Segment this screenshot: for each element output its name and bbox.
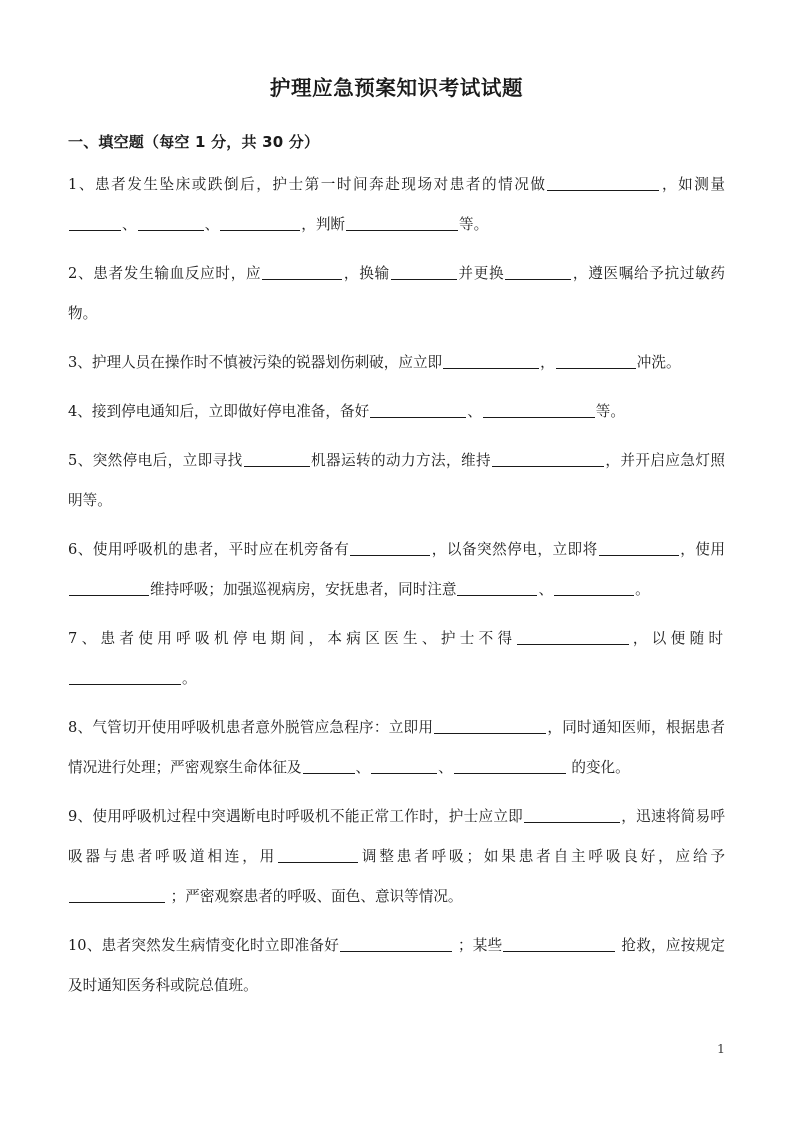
answer-blank[interactable] (370, 403, 466, 419)
answer-blank[interactable] (346, 216, 458, 232)
question-text: ，以便随时 (630, 630, 725, 648)
answer-blank[interactable] (556, 354, 636, 370)
answer-blank[interactable] (303, 759, 355, 775)
question-text: 并更换 (457, 265, 505, 283)
question-text: 、 (438, 759, 453, 777)
section-heading-fill-in-blanks: 一、填空题（每空 1 分，共 30 分） (68, 132, 320, 151)
question-item (68, 521, 725, 610)
question-text: 的变化。 (566, 759, 630, 777)
question-text: 、 (204, 216, 220, 234)
question-number: 10、 (68, 937, 102, 955)
question-text: 机器运转的动力方法，维持 (310, 452, 492, 470)
question-number: 8、 (68, 719, 93, 737)
answer-blank[interactable] (69, 216, 121, 232)
answer-blank[interactable] (69, 670, 181, 686)
question-number: 9、 (68, 808, 93, 826)
question-text: ，如测量 (660, 176, 725, 194)
question-text: 、 (122, 216, 137, 234)
answer-blank[interactable] (391, 265, 457, 281)
question-item (68, 383, 725, 432)
question-text: 等。 (595, 403, 625, 421)
question-item (68, 699, 725, 788)
question-text: 。 (182, 670, 199, 688)
answer-blank[interactable] (457, 581, 537, 597)
question-text: 、 (538, 581, 554, 599)
question-number: 3、 (68, 354, 92, 372)
page-title: 护理应急预案知识考试试题 (269, 76, 524, 100)
document-body (68, 0, 725, 1006)
answer-blank[interactable] (138, 216, 204, 232)
question-text: ，以备突然停电，立即将 (431, 541, 598, 559)
answer-blank[interactable] (220, 216, 300, 232)
question-text: ，迅速将简易呼吸器与患者呼吸道相连，用 (68, 808, 725, 866)
question-text: 患者使用呼吸机停电期间，本病区医生、护士不得 (100, 630, 517, 648)
question-text: ，换输 (343, 265, 390, 283)
question-number: 4、 (68, 403, 92, 421)
question-text: ；某些 (453, 937, 503, 955)
question-item (68, 245, 725, 334)
question-text: 调整患者呼吸；如果患者自主呼吸良好，应给予 (359, 848, 725, 866)
answer-blank[interactable] (443, 354, 539, 370)
question-text: ；严密观察患者的呼吸、面色、意识等情况。 (166, 888, 463, 906)
answer-blank[interactable] (278, 848, 358, 864)
question-number: 5、 (68, 452, 93, 470)
answer-blank[interactable] (69, 581, 149, 597)
question-text: 、 (467, 403, 482, 421)
question-item (68, 432, 725, 521)
question-text: 抢救，应按规定及时通知医务科或院总值班。 (68, 937, 725, 995)
answer-blank[interactable] (547, 176, 659, 192)
question-text: ，判断 (301, 216, 346, 234)
answer-blank[interactable] (483, 403, 595, 419)
answer-blank[interactable] (262, 265, 342, 281)
question-text: ，并开启应急灯照明等。 (68, 452, 725, 510)
answer-blank[interactable] (340, 937, 452, 953)
question-text: 护理人员在操作时不慎被污染的锐器划伤刺破，应立即 (91, 354, 443, 372)
question-item (68, 788, 725, 917)
question-text: 使用呼吸机过程中突遇断电时呼吸机不能正常工作时，护士应立即 (92, 808, 524, 826)
question-number: 6、 (68, 541, 93, 559)
question-item (68, 334, 725, 383)
answer-blank[interactable] (434, 719, 546, 735)
question-text: 接到停电通知后，立即做好停电准备，备好 (91, 403, 370, 421)
answer-blank[interactable] (492, 452, 604, 468)
answer-blank[interactable] (503, 937, 615, 953)
answer-blank[interactable] (505, 265, 571, 281)
answer-blank[interactable] (350, 541, 430, 557)
question-text: ，遵医嘱给予抗过敏药物。 (68, 265, 725, 323)
answer-blank[interactable] (454, 759, 566, 775)
question-text: 冲洗。 (636, 354, 681, 372)
answer-blank[interactable] (244, 452, 310, 468)
question-text: ，使用 (679, 541, 725, 559)
answer-blank[interactable] (371, 759, 437, 775)
question-number: 2、 (68, 265, 94, 283)
question-text: 维持呼吸；加强巡视病房，安抚患者，同时注意 (150, 581, 457, 599)
question-text: 。 (635, 581, 650, 599)
page-number: 1 (717, 1041, 725, 1056)
answer-blank[interactable] (554, 581, 634, 597)
question-text: ， (540, 354, 555, 372)
answer-blank[interactable] (69, 888, 165, 904)
question-text: 突然停电后，立即寻找 (92, 452, 243, 470)
question-text: 、 (355, 759, 371, 777)
question-text: 使用呼吸机的患者，平时应在机旁备有 (92, 541, 350, 559)
question-list (68, 153, 725, 1006)
question-number: 7、 (68, 630, 101, 648)
question-text: 患者发生输血反应时，应 (93, 265, 262, 283)
answer-blank[interactable] (524, 808, 620, 824)
question-text: ，同时通知医师，根据患者情况进行处理；严密观察生命体征及 (68, 719, 725, 777)
question-item (68, 917, 725, 1006)
question-text: 气管切开使用呼吸机患者意外脱管应急程序：立即用 (92, 719, 434, 737)
question-text: 患者发生坠床或跌倒后，护士第一时间奔赴现场对患者的情况做 (94, 176, 547, 194)
question-text: 等。 (459, 216, 489, 234)
question-text: 患者突然发生病情变化时立即准备好 (101, 937, 340, 955)
question-item (68, 153, 725, 245)
question-number: 1、 (68, 176, 95, 194)
answer-blank[interactable] (599, 541, 679, 557)
question-item (68, 610, 725, 699)
answer-blank[interactable] (517, 630, 629, 646)
